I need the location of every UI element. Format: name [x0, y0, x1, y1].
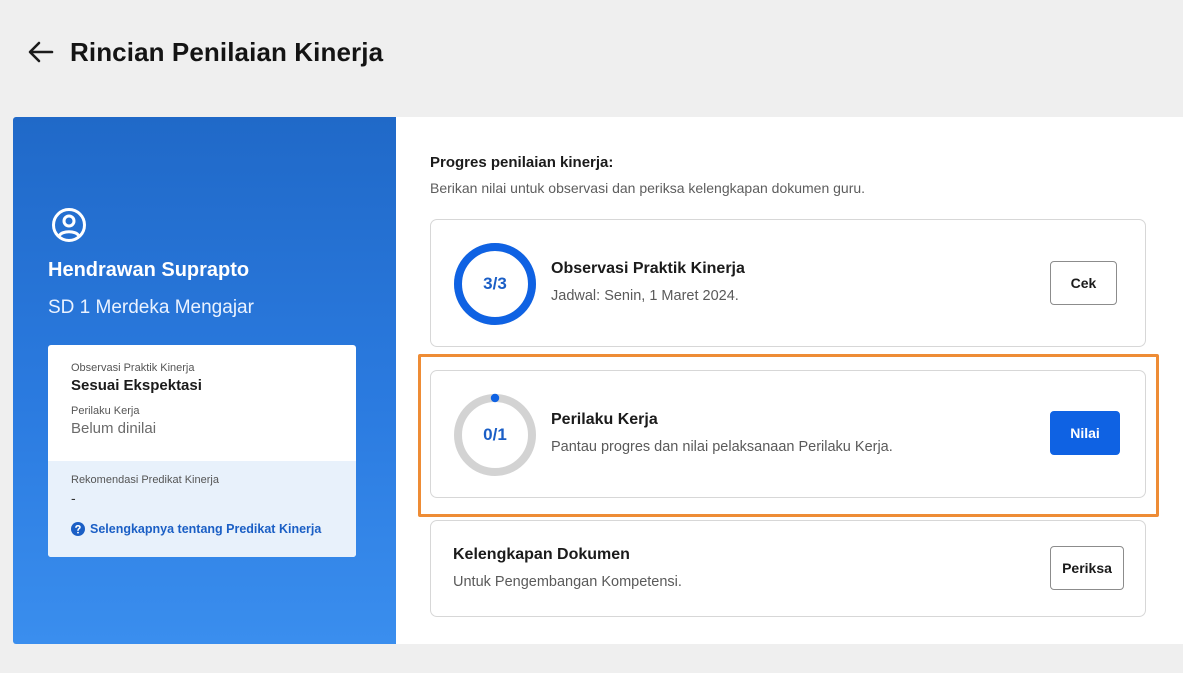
- progress-ring-label: 0/1: [483, 425, 507, 444]
- help-icon: [71, 522, 85, 536]
- kelengkapan-card: [430, 520, 1146, 617]
- progress-title: Progres penilaian kinerja:: [430, 154, 614, 171]
- arrow-left-icon: [28, 41, 54, 63]
- card-title: Kelengkapan Dokumen: [453, 546, 630, 563]
- periksa-button[interactable]: Periksa: [1050, 546, 1124, 590]
- page-title: Rincian Penilaian Kinerja: [70, 36, 384, 67]
- progress-panel: [396, 117, 1183, 644]
- user-circle-icon: [51, 207, 87, 243]
- rekomendasi-label: Rekomendasi Predikat Kinerja: [71, 474, 219, 486]
- page-header: [26, 34, 383, 70]
- teacher-name: Hendrawan Suprapto: [48, 259, 250, 281]
- perilaku-value: Belum dinilai: [71, 420, 157, 437]
- cek-button[interactable]: Cek: [1050, 261, 1117, 305]
- card-title: Observasi Praktik Kinerja: [551, 260, 745, 277]
- nilai-button[interactable]: Nilai: [1050, 411, 1120, 455]
- observasi-label: Observasi Praktik Kinerja: [71, 362, 195, 374]
- perilaku-card: [430, 370, 1146, 498]
- progress-ring-label: 3/3: [483, 274, 507, 293]
- card-title: Perilaku Kerja: [551, 411, 658, 428]
- school-name: SD 1 Merdeka Mengajar: [48, 297, 254, 318]
- card-description: Pantau progres dan nilai pelaksanaan Perilaku Kerja.: [551, 439, 893, 455]
- back-button[interactable]: [26, 37, 56, 67]
- predikat-info-link[interactable]: [71, 522, 334, 536]
- observasi-card: [430, 219, 1146, 347]
- profile-panel: [13, 117, 396, 644]
- card-description: Untuk Pengembangan Kompetensi.: [453, 574, 682, 590]
- card-description: Jadwal: Senin, 1 Maret 2024.: [551, 288, 739, 304]
- summary-card: [48, 345, 356, 557]
- observasi-value: Sesuai Ekspektasi: [71, 377, 202, 394]
- progress-subtitle: Berikan nilai untuk observasi dan periksa kelengkapan dokumen guru.: [430, 180, 866, 196]
- perilaku-label: Perilaku Kerja: [71, 405, 140, 417]
- predikat-info-link-label: Selengkapnya tentang Predikat Kinerja: [90, 522, 322, 536]
- rekomendasi-value: -: [71, 490, 76, 506]
